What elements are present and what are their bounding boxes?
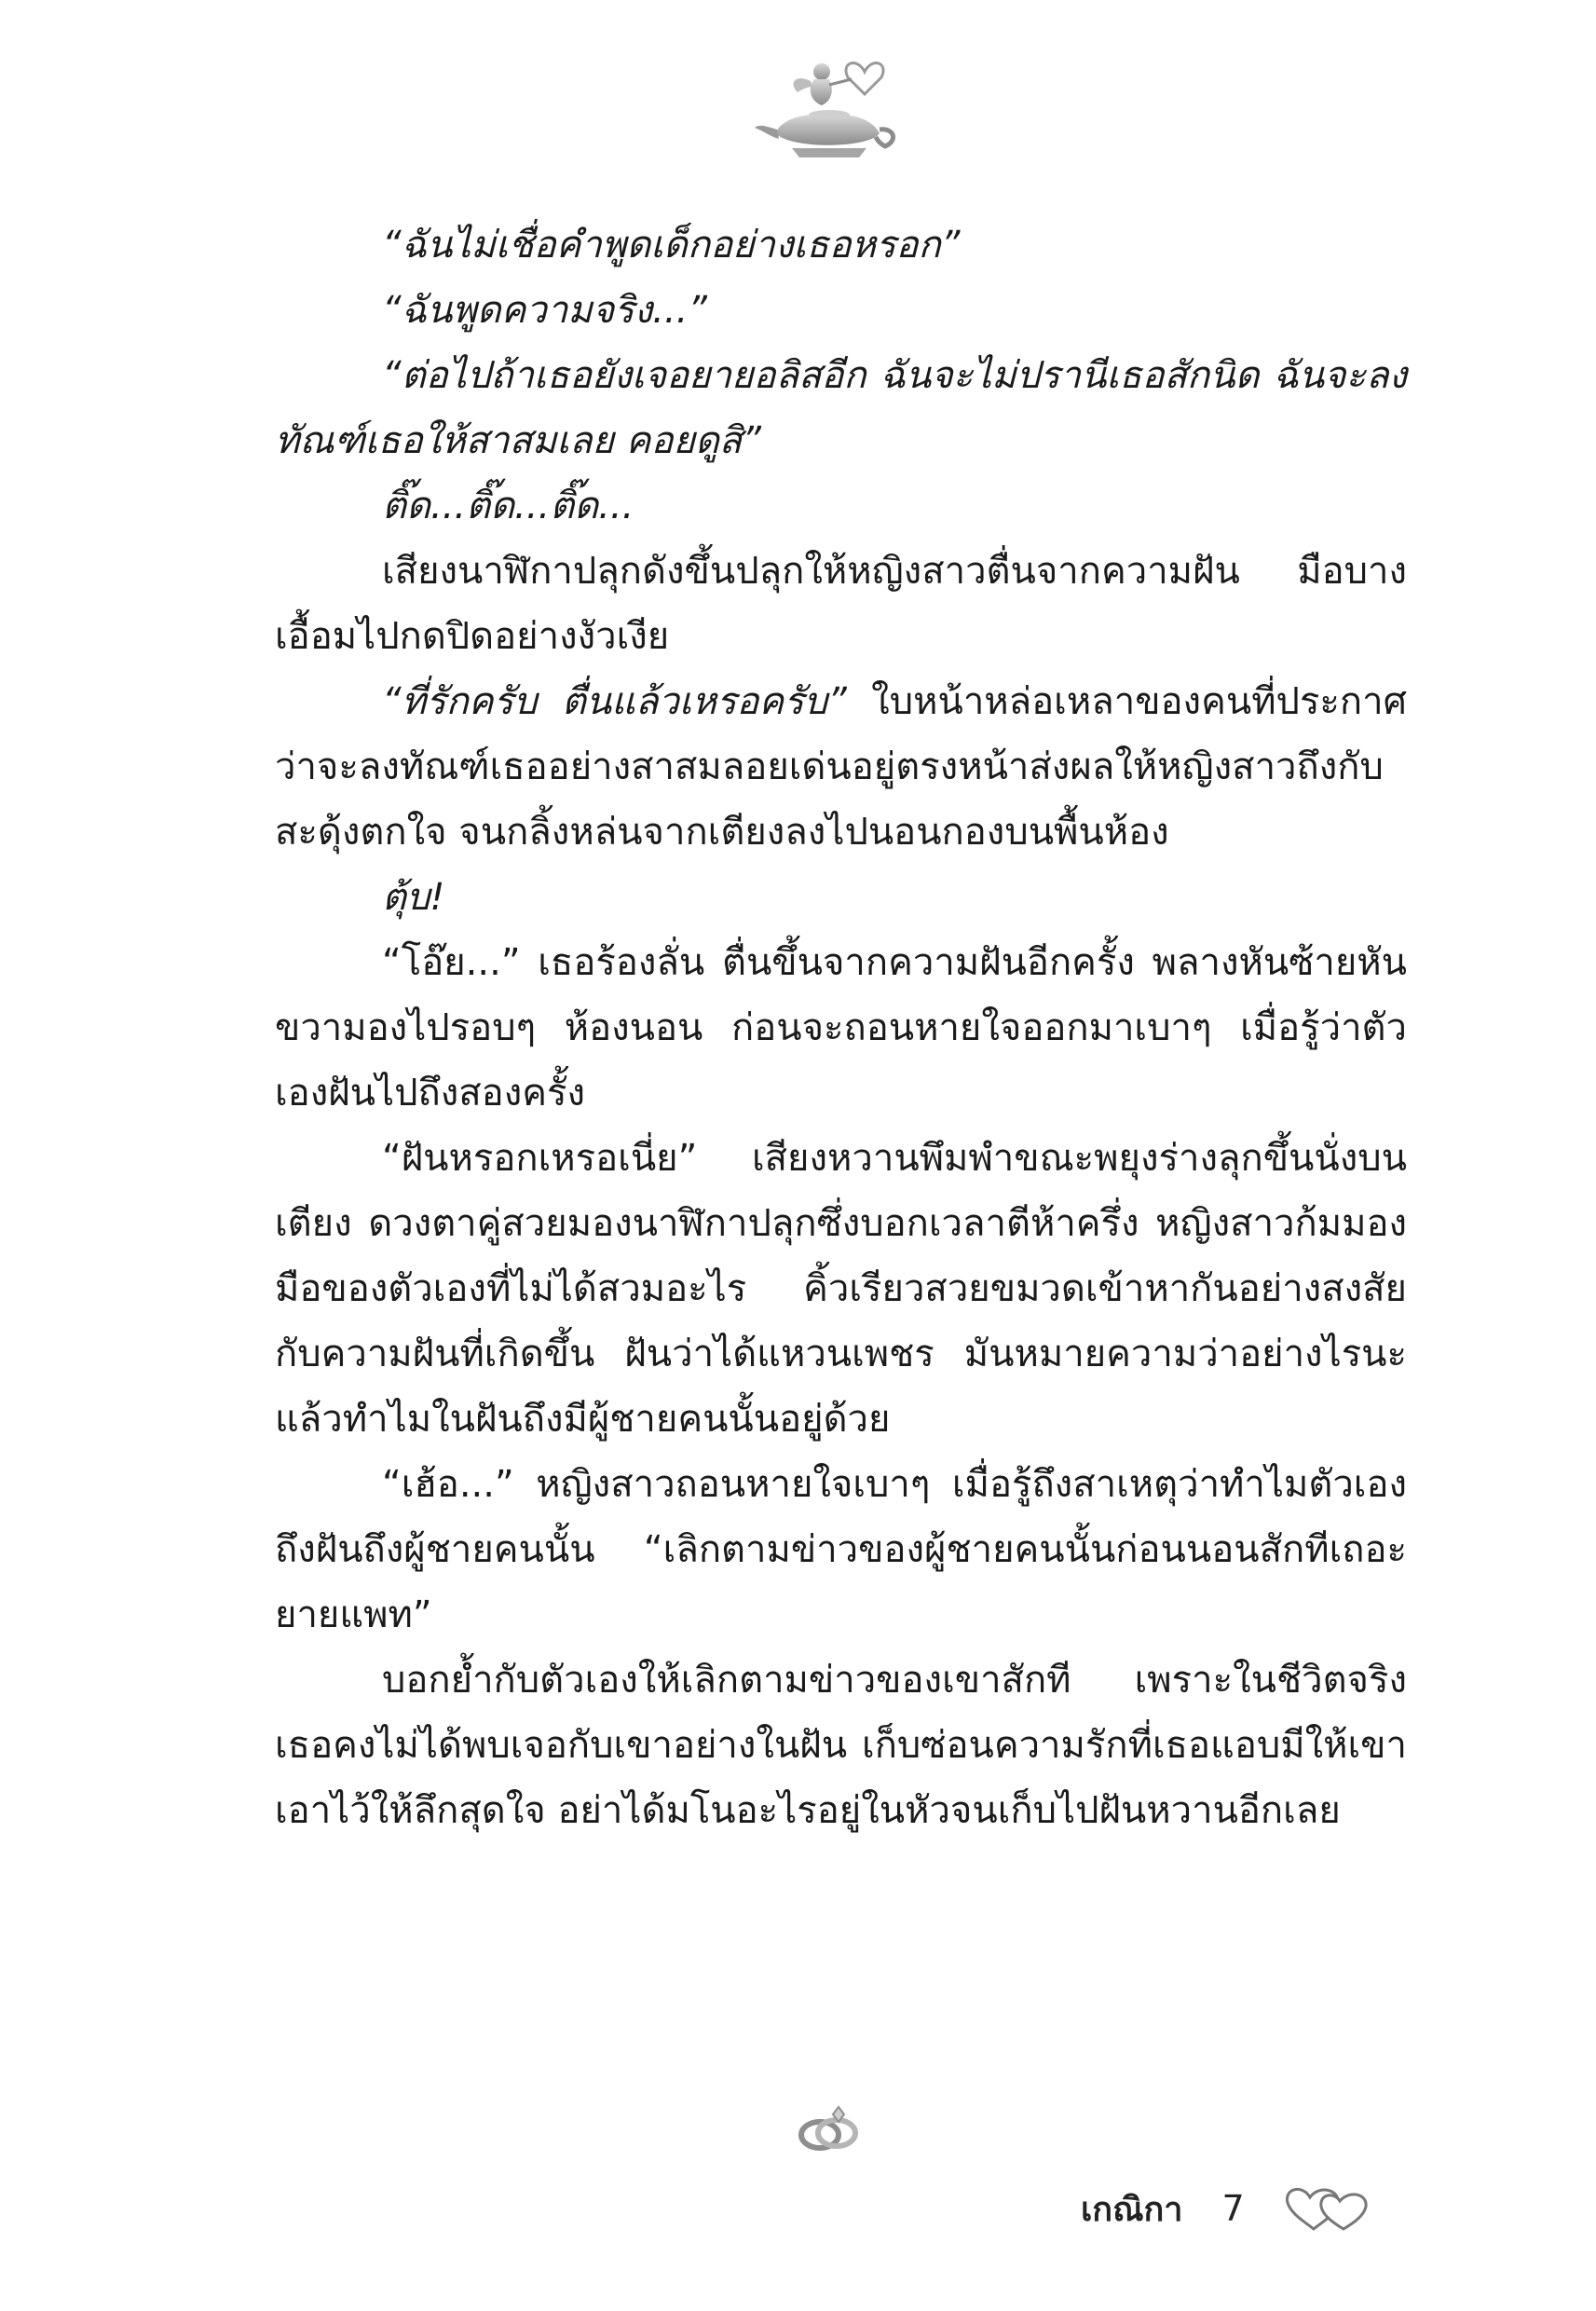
paragraph	[275, 669, 1407, 865]
paragraph-lead: “ที่รักครับ ตื่นแล้วเหรอครับ”	[382, 680, 847, 723]
paragraph: “เฮ้อ...” หญิงสาวถอนหายใจเบาๆ เมื่อรู้ถึงสาเหตุว่าทำไมตัวเองถึงฝันถึงผู้ชายคนนั้น “เลิกตามข่าวของผู้ชายคนนั้นก่อนนอนสักทีเถอะยายแพท”	[275, 1463, 1407, 1636]
paragraph-body: ใบหน้าหล่อเหลาของคนที่ประกาศว่าจะลงทัณฑ์เธออย่างสาสมลอยเด่นอยู่ตรงหน้าส่งผลให้หญิงสาวถึงกับสะดุ้งตกใจ จนกลิ้งหล่นจากเตียงลงไปนอนกองบนพื้นห้อง	[275, 680, 1407, 854]
paragraph: ตุ้บ!	[382, 876, 445, 919]
paragraph: “ฉันพูดความจริง...”	[382, 289, 708, 332]
paragraph: บอกย้ำกับตัวเองให้เลิกตามข่าวของเขาสักที เพราะในชีวิตจริงเธอคงไม่ได้พบเจอกับเขาอย่างในฝัน เก็บซ่อนความรักที่เธอแอบมีให้เขาเอาไว้ให้ลึกสุดใจ อย่าได้มโนอะไรอยู่ในหัวจนเก็บไปฝันหวานอีกเลย	[275, 1659, 1407, 1832]
paragraph: เสียงนาฬิกาปลุกดังขึ้นปลุกให้หญิงสาวตื่นจากความฝัน มือบางเอื้อมไปกดปิดอย่างงัวเงีย	[275, 550, 1407, 658]
story-text	[275, 212, 1407, 1843]
paragraph: ติ๊ด...ติ๊ด...ติ๊ด...	[382, 485, 634, 527]
two-hearts-icon	[1282, 2182, 1371, 2235]
book-title: เกณิกา	[1081, 2190, 1183, 2229]
cupid-teapot-ornament-icon	[755, 51, 904, 168]
paragraph: “โอ๊ย...” เธอร้องลั่น ตื่นขึ้นจากความฝันอีกครั้ง พลางหันซ้ายหันขวามองไปรอบๆ ห้องนอน ก่อนจะถอนหายใจออกมาเบาๆ เมื่อรู้ว่าตัวเองฝันไปถึงสองครั้ง	[275, 941, 1407, 1114]
rings-ornament-icon	[792, 2101, 866, 2157]
paragraph: “ฉันไม่เชื่อคำพูดเด็กอย่างเธอหรอก”	[382, 224, 961, 267]
paragraph: “ต่อไปถ้าเธอยังเจอยายอลิสอีก ฉันจะไม่ปรานีเธอสักนิด ฉันจะลงทัณฑ์เธอให้สาสมเลย คอยดูสิ”	[275, 354, 1407, 462]
page-footer	[1081, 2176, 1416, 2241]
page-number: 7	[1221, 2188, 1245, 2229]
paragraph: “ฝันหรอกเหรอเนี่ย” เสียงหวานพึมพำขณะพยุงร่างลุกขึ้นนั่งบนเตียง ดวงตาคู่สวยมองนาฬิกาปลุกซึ่งบอกเวลาตีห้าครึ่ง หญิงสาวก้มมองมือของตัวเองที่ไม่ได้สวมอะไร คิ้วเรียวสวยขมวดเข้าหากันอย่างสงสัยกับความฝันที่เกิดขึ้น ฝันว่าได้แหวนเพชร มันหมายความว่าอย่างไรนะ แล้วทำไมในฝันถึงมีผู้ชายคนนั้นอยู่ด้วย	[275, 1137, 1407, 1441]
